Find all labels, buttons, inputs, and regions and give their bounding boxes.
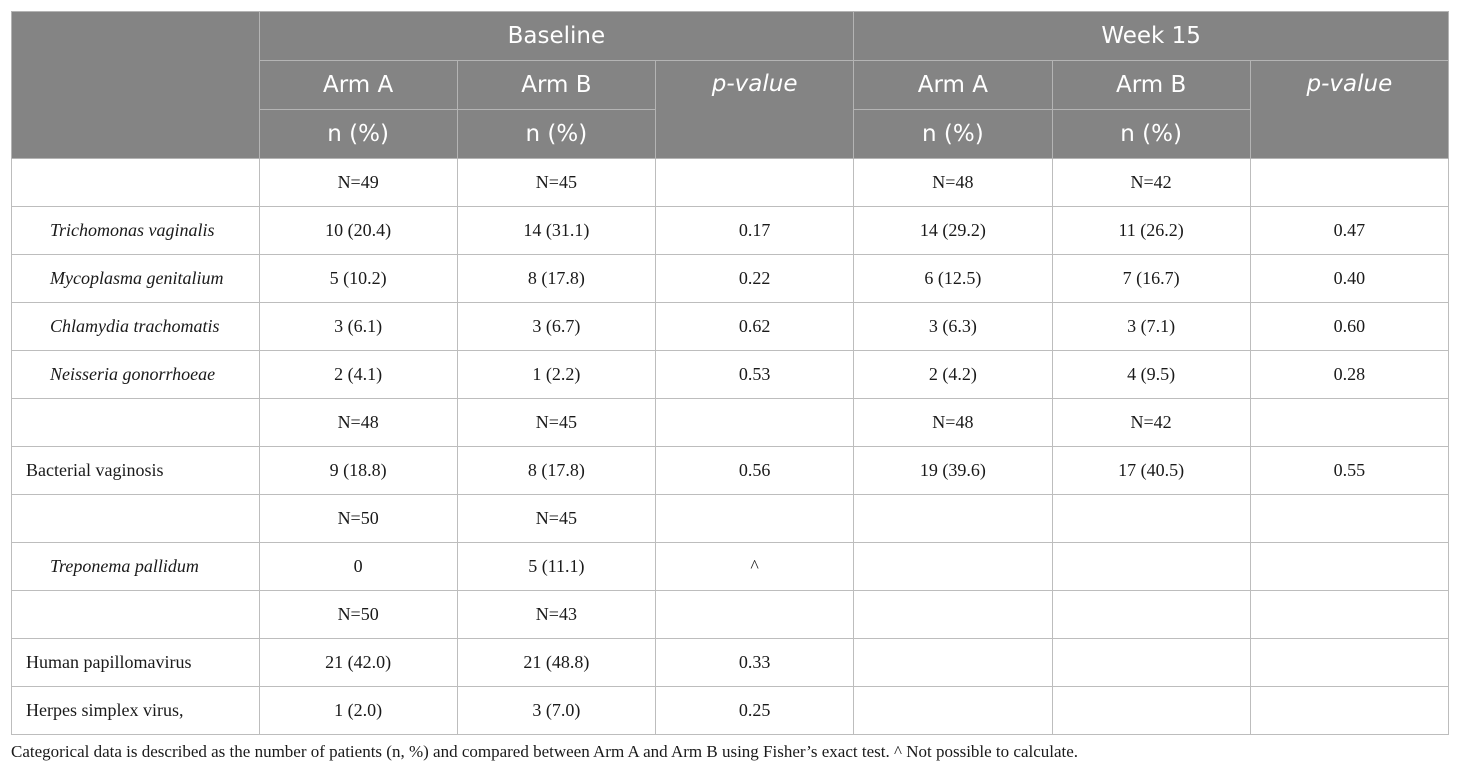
table-cell: N=50 <box>259 591 457 639</box>
baseline-arm-b-unit: n (%) <box>457 110 655 159</box>
table-row <box>12 591 1449 639</box>
row-label <box>12 495 260 543</box>
table-cell: 0.60 <box>1250 303 1448 351</box>
table-cell <box>854 639 1052 687</box>
table-cell <box>854 591 1052 639</box>
table-row <box>12 687 1449 735</box>
table-cell: 8 (17.8) <box>457 255 655 303</box>
table-cell <box>1250 159 1448 207</box>
table-row <box>12 447 1449 495</box>
group-header-baseline: Baseline <box>259 12 854 61</box>
table-cell: 9 (18.8) <box>259 447 457 495</box>
table-row <box>12 495 1449 543</box>
table-cell <box>854 687 1052 735</box>
table-cell: 2 (4.1) <box>259 351 457 399</box>
table-cell <box>1052 495 1250 543</box>
week15-arm-a-unit: n (%) <box>854 110 1052 159</box>
header-corner <box>12 12 260 159</box>
table-cell: 8 (17.8) <box>457 447 655 495</box>
table-row <box>12 159 1449 207</box>
table-cell: 0.25 <box>656 687 854 735</box>
table-cell: N=43 <box>457 591 655 639</box>
table-cell: 0.55 <box>1250 447 1448 495</box>
table-cell <box>1052 591 1250 639</box>
table-cell: 14 (31.1) <box>457 207 655 255</box>
table-cell: N=49 <box>259 159 457 207</box>
table-cell: 3 (7.0) <box>457 687 655 735</box>
table-cell: N=42 <box>1052 159 1250 207</box>
week15-pvalue-header: p-value <box>1250 61 1448 159</box>
table-cell <box>1052 687 1250 735</box>
table-cell: 2 (4.2) <box>854 351 1052 399</box>
table-cell: 19 (39.6) <box>854 447 1052 495</box>
table-cell: 10 (20.4) <box>259 207 457 255</box>
table-cell: 0.17 <box>656 207 854 255</box>
row-label: Trichomonas vaginalis <box>12 207 260 255</box>
baseline-arm-a-header: Arm A <box>259 61 457 110</box>
week15-arm-a-header: Arm A <box>854 61 1052 110</box>
table-cell <box>656 495 854 543</box>
table-cell: 4 (9.5) <box>1052 351 1250 399</box>
table-cell: 0.47 <box>1250 207 1448 255</box>
row-label: Herpes simplex virus, <box>12 687 260 735</box>
table-cell: 14 (29.2) <box>854 207 1052 255</box>
row-label <box>12 591 260 639</box>
group-header-week15: Week 15 <box>854 12 1449 61</box>
week15-arm-b-header: Arm B <box>1052 61 1250 110</box>
table-cell: 3 (6.3) <box>854 303 1052 351</box>
table-cell: 6 (12.5) <box>854 255 1052 303</box>
table-cell: N=42 <box>1052 399 1250 447</box>
table-cell: 0.28 <box>1250 351 1448 399</box>
table-header <box>12 12 1449 159</box>
table-cell: N=48 <box>259 399 457 447</box>
table-cell: N=48 <box>854 399 1052 447</box>
table-cell <box>656 399 854 447</box>
row-label: Neisseria gonorrhoeae <box>12 351 260 399</box>
baseline-arm-a-unit: n (%) <box>259 110 457 159</box>
table-row <box>12 255 1449 303</box>
results-table <box>11 11 1449 735</box>
table-cell: 0.53 <box>656 351 854 399</box>
table-cell <box>1250 495 1448 543</box>
table-cell: 0.33 <box>656 639 854 687</box>
table-cell: 0.62 <box>656 303 854 351</box>
table-row <box>12 543 1449 591</box>
table-cell: 11 (26.2) <box>1052 207 1250 255</box>
table-cell: 3 (6.7) <box>457 303 655 351</box>
row-label: Chlamydia trachomatis <box>12 303 260 351</box>
table-cell: 21 (48.8) <box>457 639 655 687</box>
table-cell: 17 (40.5) <box>1052 447 1250 495</box>
table-row <box>12 303 1449 351</box>
table-cell <box>854 543 1052 591</box>
table-cell: 5 (11.1) <box>457 543 655 591</box>
table-cell <box>1250 591 1448 639</box>
table-cell <box>1052 639 1250 687</box>
table-footnote: Categorical data is described as the number of patients (n, %) and compared between Arm A and Arm B using Fisher’s exact test. ^ Not possible to calculate. <box>11 742 1079 761</box>
row-label <box>12 159 260 207</box>
table-cell: N=48 <box>854 159 1052 207</box>
row-label <box>12 399 260 447</box>
table-cell: 1 (2.2) <box>457 351 655 399</box>
table-cell: 0.22 <box>656 255 854 303</box>
table-cell <box>1250 687 1448 735</box>
table-row <box>12 639 1449 687</box>
table-cell: N=45 <box>457 495 655 543</box>
table-cell: 3 (6.1) <box>259 303 457 351</box>
row-label: Bacterial vaginosis <box>12 447 260 495</box>
table-row <box>12 207 1449 255</box>
table-cell: 1 (2.0) <box>259 687 457 735</box>
table-cell <box>656 159 854 207</box>
baseline-arm-b-header: Arm B <box>457 61 655 110</box>
row-label: Treponema pallidum <box>12 543 260 591</box>
table-cell <box>854 495 1052 543</box>
table-cell: ^ <box>656 543 854 591</box>
table-container <box>11 11 1449 735</box>
table-cell: 7 (16.7) <box>1052 255 1250 303</box>
table-cell <box>1250 543 1448 591</box>
table-cell: N=45 <box>457 159 655 207</box>
table-cell: 21 (42.0) <box>259 639 457 687</box>
table-row <box>12 351 1449 399</box>
baseline-pvalue-header: p-value <box>656 61 854 159</box>
table-cell <box>1250 639 1448 687</box>
table-cell: 0.56 <box>656 447 854 495</box>
table-row <box>12 399 1449 447</box>
table-cell <box>1052 543 1250 591</box>
table-body <box>12 159 1449 735</box>
table-cell <box>656 591 854 639</box>
table-cell: 3 (7.1) <box>1052 303 1250 351</box>
row-label: Mycoplasma genitalium <box>12 255 260 303</box>
table-cell: N=45 <box>457 399 655 447</box>
table-cell: N=50 <box>259 495 457 543</box>
table-cell: 0 <box>259 543 457 591</box>
table-cell: 5 (10.2) <box>259 255 457 303</box>
table-cell: 0.40 <box>1250 255 1448 303</box>
row-label: Human papillomavirus <box>12 639 260 687</box>
table-cell <box>1250 399 1448 447</box>
week15-arm-b-unit: n (%) <box>1052 110 1250 159</box>
